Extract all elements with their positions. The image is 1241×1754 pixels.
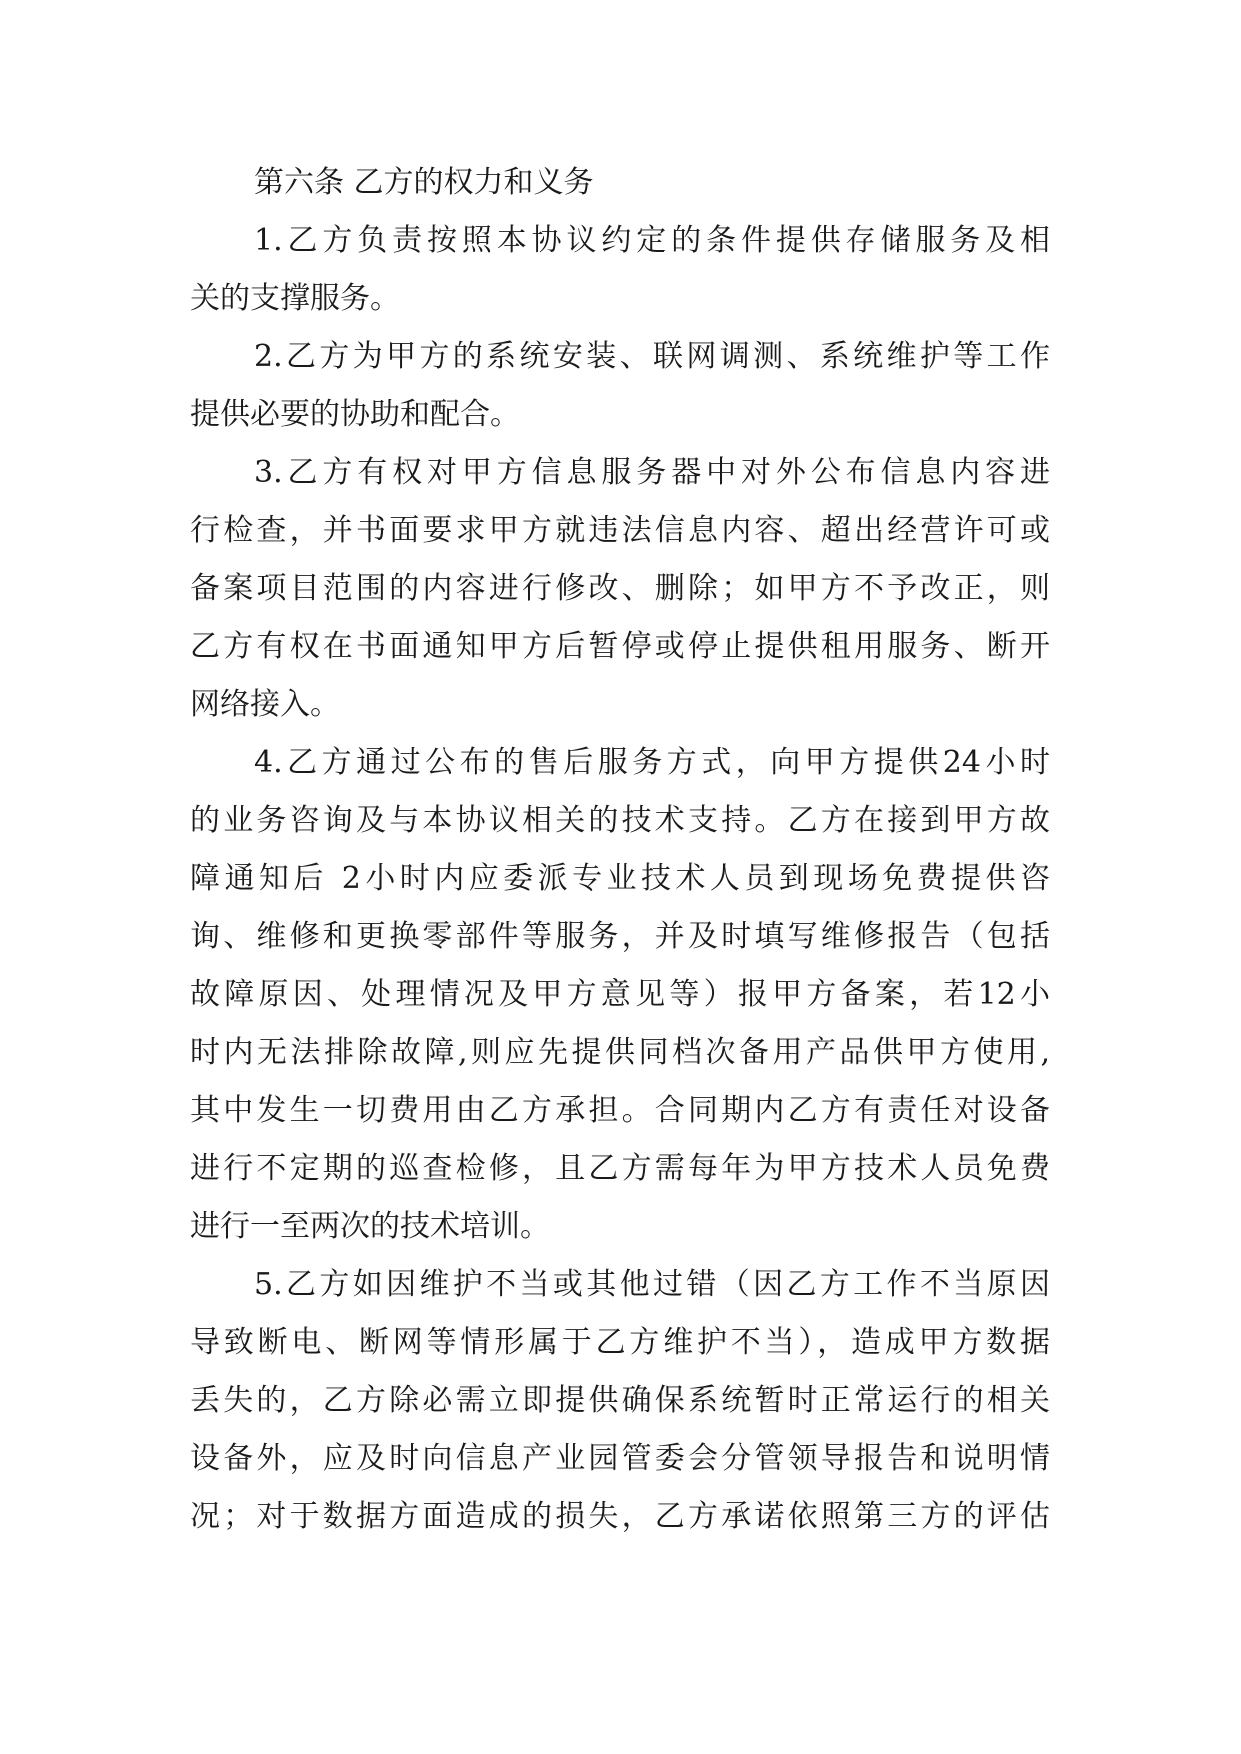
text-line: 导致断电、断网等情形属于乙方维护不当），造成甲方数据 (190, 1325, 1050, 1360)
text-line: 的业务咨询及与本协议相关的技术支持。乙方在接到甲方故 (190, 803, 1050, 838)
text-line: 4.乙方通过公布的售后服务方式，向甲方提供24小时 (254, 745, 1050, 780)
text-line: 1.乙方负责按照本协议约定的条件提供存储服务及相 (254, 223, 1050, 258)
text-line: 网络接入。 (190, 687, 340, 722)
section-heading: 第六条 乙方的权力和义务 (254, 165, 594, 200)
text-line: 障通知后 2小时内应委派专业技术人员到现场免费提供咨 (190, 861, 1050, 896)
text-line: 行检查，并书面要求甲方就违法信息内容、超出经营许可或 (190, 513, 1050, 548)
text-line: 5.乙方如因维护不当或其他过错（因乙方工作不当原因 (254, 1267, 1050, 1302)
text-line: 时内无法排除故障,则应先提供同档次备用产品供甲方使用, (190, 1035, 1050, 1070)
text-line: 故障原因、处理情况及甲方意见等）报甲方备案，若12小 (190, 977, 1050, 1012)
text-line: 乙方有权在书面通知甲方后暂停或停止提供租用服务、断开 (190, 629, 1050, 664)
text-line: 况；对于数据方面造成的损失，乙方承诺依照第三方的评估 (190, 1499, 1050, 1534)
text-line: 进行一至两次的技术培训。 (190, 1209, 550, 1244)
text-line: 提供必要的协助和配合。 (190, 397, 520, 432)
text-line: 备案项目范围的内容进行修改、删除；如甲方不予改正，则 (190, 571, 1050, 606)
text-line: 丢失的，乙方除必需立即提供确保系统暂时正常运行的相关 (190, 1383, 1050, 1418)
text-line: 3.乙方有权对甲方信息服务器中对外公布信息内容进 (254, 455, 1050, 490)
text-line: 设备外，应及时向信息产业园管委会分管领导报告和说明情 (190, 1441, 1050, 1476)
text-line: 其中发生一切费用由乙方承担。合同期内乙方有责任对设备 (190, 1093, 1050, 1128)
text-line: 询、维修和更换零部件等服务，并及时填写维修报告（包括 (190, 919, 1050, 954)
text-line: 关的支撑服务。 (190, 281, 400, 316)
text-line: 2.乙方为甲方的系统安装、联网调测、系统维护等工作 (254, 339, 1050, 374)
text-line: 进行不定期的巡查检修，且乙方需每年为甲方技术人员免费 (190, 1151, 1050, 1186)
